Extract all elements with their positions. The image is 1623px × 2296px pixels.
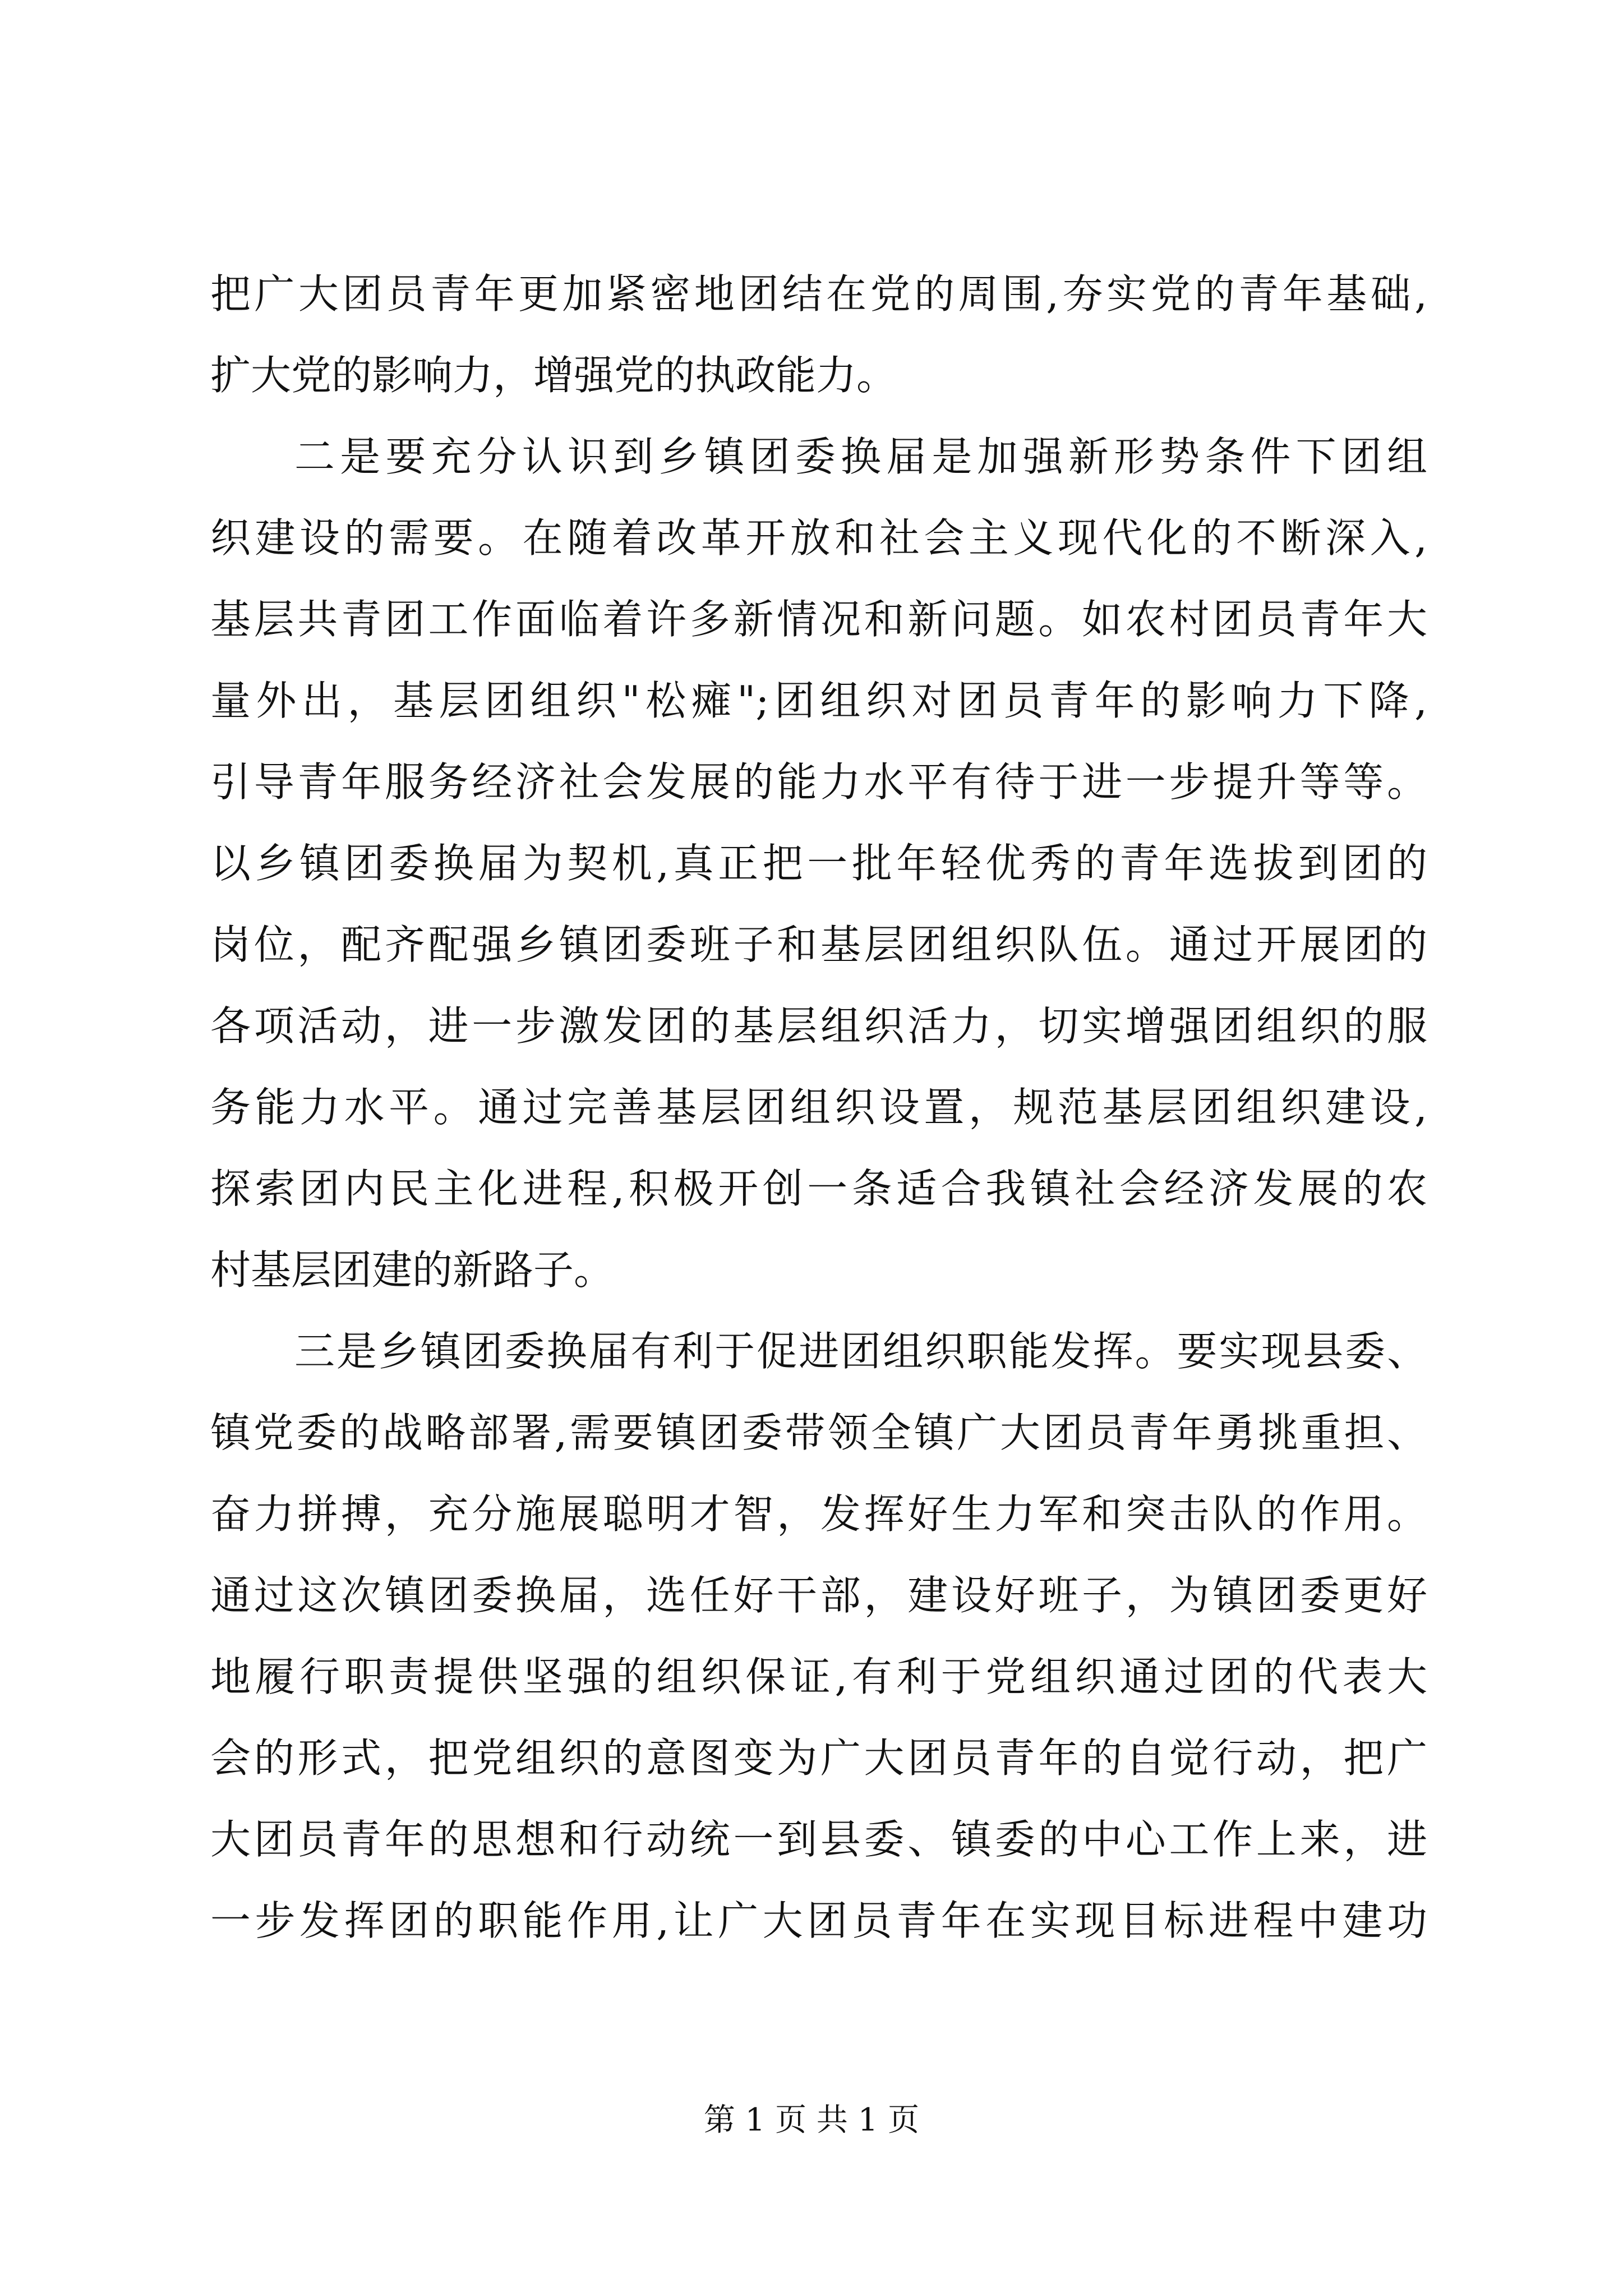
text-line: 大团员青年的思想和行动统一到县委、镇委的中心工作上来，进 <box>210 1816 1427 1863</box>
text-line: 引导青年服务经济社会发展的能力水平有待于进一步提升等等。 <box>210 758 1427 806</box>
text-line: 务能力水平。通过完善基层团组织设置，规范基层团组织建设, <box>210 1084 1427 1131</box>
text-line: 会的形式，把党组织的意图变为广大团员青年的自觉行动，把广 <box>210 1734 1427 1782</box>
text-line: 村基层团建的新路子。 <box>210 1246 615 1294</box>
body-text <box>210 254 1427 1962</box>
text-line: 一步发挥团的职能作用,让广大团员青年在实现目标进程中建功 <box>210 1897 1427 1944</box>
text-line: 三是乡镇团委换届有利于促进团组织职能发挥。要实现县委、 <box>294 1328 1427 1375</box>
text-line: 二是要充分认识到乡镇团委换届是加强新形势条件下团组 <box>294 433 1427 480</box>
text-line: 各项活动，进一步激发团的基层组织活力，切实增强团组织的服 <box>210 1002 1427 1050</box>
text-line: 岗位，配齐配强乡镇团委班子和基层团组织队伍。通过开展团的 <box>210 921 1427 968</box>
text-line: 织建设的需要。在随着改革开放和社会主义现代化的不断深入, <box>210 514 1427 562</box>
text-line: 基层共青团工作面临着许多新情况和新问题。如农村团员青年大 <box>210 596 1427 643</box>
text-line: 通过这次镇团委换届，选任好干部，建设好班子，为镇团委更好 <box>210 1572 1427 1619</box>
text-line: 以乡镇团委换届为契机,真正把一批年轻优秀的青年选拔到团的 <box>210 840 1427 887</box>
text-line: 探索团内民主化进程,积极开创一条适合我镇社会经济发展的农 <box>210 1165 1427 1212</box>
text-line: 把广大团员青年更加紧密地团结在党的周围,夯实党的青年基础, <box>210 270 1427 318</box>
text-line: 量外出，基层团组织"松瘫";团组织对团员青年的影响力下降, <box>210 677 1427 724</box>
page-footer: 第 1 页 共 1 页 <box>703 2102 920 2138</box>
text-line: 镇党委的战略部署,需要镇团委带领全镇广大团员青年勇挑重担、 <box>210 1409 1427 1456</box>
text-line: 扩大党的影响力，增强党的执政能力。 <box>210 352 897 399</box>
text-line: 地履行职责提供坚强的组织保证,有利于党组织通过团的代表大 <box>210 1653 1427 1700</box>
text-line: 奋力拼搏，充分施展聪明才智，发挥好生力军和突击队的作用。 <box>210 1490 1427 1538</box>
